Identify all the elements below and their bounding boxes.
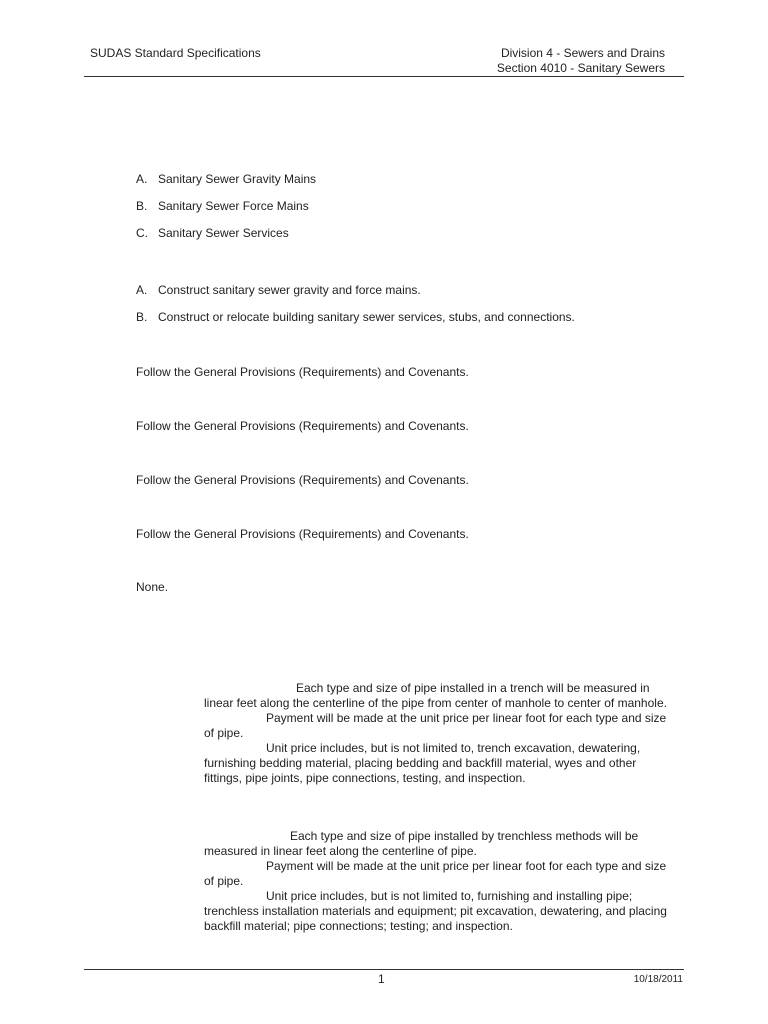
measurement-text: Each type and size of pipe installed in a trench will be measured in linear feet along the centerline of the pipe from center of manhole to center of manhole.: [204, 681, 667, 710]
trench-payment-block: [204, 681, 670, 786]
list-item: C. Sanitary Sewer Services: [136, 226, 289, 240]
section-list-1: [136, 172, 316, 253]
paragraph: Follow the General Provisions (Requirements) and Covenants.: [136, 365, 469, 379]
payment-text: Payment will be made at the unit price per linear foot for each type and size of pipe.: [204, 711, 667, 740]
list-item: A. Sanitary Sewer Gravity Mains: [136, 172, 317, 186]
header-divider: [84, 76, 684, 77]
includes-text: Unit price includes, but is not limited to, furnishing and installing pipe; trenchless installation materials and equipment; pit excavation, dewatering, and placing backfill material; pipe connections; testing; and inspection.: [204, 889, 667, 933]
paragraph: Follow the General Provisions (Requirements) and Covenants.: [136, 419, 469, 433]
header-title: SUDAS Standard Specifications: [90, 46, 261, 60]
footer-divider: [84, 969, 684, 970]
header-division: Division 4 - Sewers and Drains: [500, 46, 665, 60]
list-item: A. Construct sanitary sewer gravity and force mains.: [136, 283, 421, 297]
section-list-2: [136, 283, 575, 337]
header-section-name: Section 4010 - Sanitary Sewers: [496, 61, 665, 75]
footer-date: 10/18/2011: [633, 974, 683, 985]
list-item: B. Construct or relocate building sanitary sewer services, stubs, and connections.: [136, 310, 575, 324]
paragraph: Follow the General Provisions (Requirements) and Covenants.: [136, 527, 469, 541]
header-section: [497, 46, 665, 76]
trenchless-payment-block: [204, 829, 670, 934]
measurement-text: Each type and size of pipe installed by trenchless methods will be measured in linear feet along the centerline of pipe.: [204, 829, 639, 858]
page-number: 1: [378, 972, 385, 986]
paragraph: Follow the General Provisions (Requirements) and Covenants.: [136, 473, 469, 487]
list-item: B. Sanitary Sewer Force Mains: [136, 199, 309, 213]
paragraph: None.: [136, 580, 169, 594]
includes-text: Unit price includes, but is not limited to, trench excavation, dewatering, furnishing bedding material, placing bedding and backfill material, wyes and other fittings, pipe joints, pipe connections, testing, and inspection.: [204, 741, 641, 785]
payment-text: Payment will be made at the unit price per linear foot for each type and size of pipe.: [204, 859, 667, 888]
